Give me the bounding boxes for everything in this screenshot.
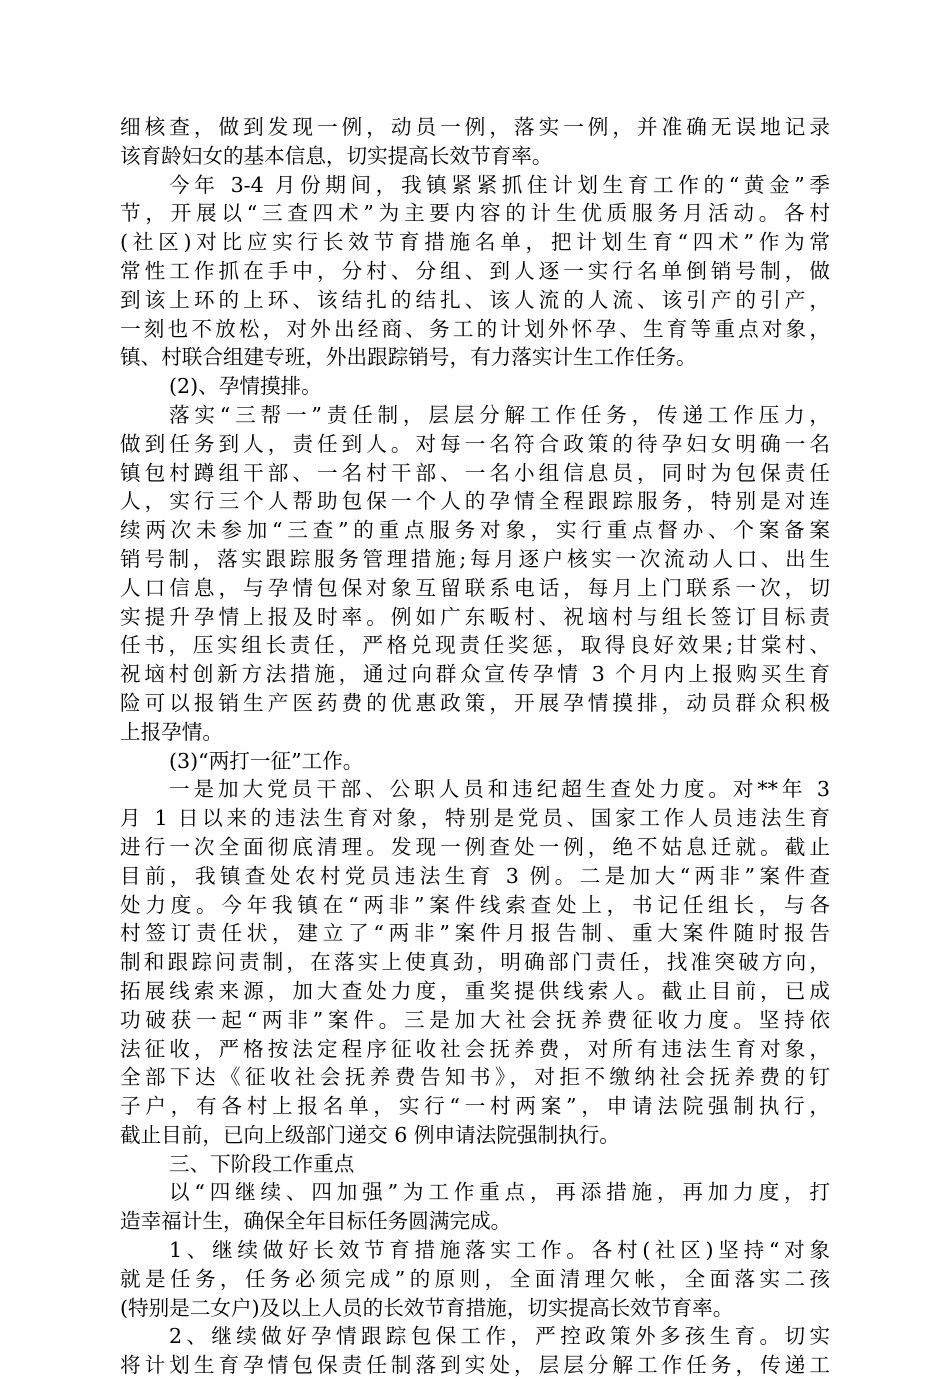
text-line: 一刻也不放松，对外出经商、务工的计划外怀孕、生育等重点对象，: [120, 316, 830, 341]
paragraph: [120, 1236, 830, 1322]
text-line: 险可以报销生产医药费的优惠政策，开展孕情摸排，动员群众积极: [120, 690, 830, 715]
text-line: 节，开展以“三查四术”为主要内容的计生优质服务月活动。各村: [120, 201, 830, 226]
text-line: 今年 3-4 月份期间，我镇紧紧抓住计划生育工作的“黄金”季: [169, 172, 830, 197]
paragraph: [120, 171, 830, 373]
text-line: 销号制，落实跟踪服务管理措施;每月逐户核实一次流动人口、出生: [120, 546, 830, 571]
text-line: 1、继续做好长效节育措施落实工作。各村(社区)坚持“对象: [169, 1238, 830, 1263]
paragraph: [120, 747, 830, 776]
text-line: 目前，我镇查处农村党员违法生育 3 例。二是加大“两非”案件查: [120, 863, 830, 888]
text-line: (特别是二女户)及以上人员的长效节育措施，切实提高长效节育率。: [120, 1295, 734, 1320]
paragraph: [120, 1322, 830, 1380]
text-line: 任书，压实组长责任，严格兑现责任奖惩，取得良好效果;甘棠村、: [120, 633, 830, 658]
paragraph: [120, 401, 830, 747]
text-line: 村签订责任状，建立了“两非”案件月报告制、重大案件随时报告: [120, 921, 830, 946]
text-line: 细核查，做到发现一例，动员一例，落实一例，并准确无误地记录: [120, 115, 830, 139]
text-line: 常性工作抓在手中，分村、分组、到人逐一实行名单倒销号制，做: [120, 258, 830, 283]
paragraph: [120, 372, 830, 401]
text-line: 实提升孕情上报及时率。例如广东畈村、祝垴村与组长签订目标责: [120, 604, 830, 629]
paragraph: [120, 775, 830, 1149]
text-line: 制和跟踪问责制，在落实上使真劲，明确部门责任，找准突破方向，: [120, 950, 830, 975]
text-line: 落实“三帮一”责任制，层层分解工作任务，传递工作压力，: [169, 402, 830, 427]
text-line: 人，实行三个人帮助包保一个人的孕情全程跟踪服务，特别是对连: [120, 489, 830, 514]
text-line: 截止目前，已向上级部门递交 6 例申请法院强制执行。: [120, 1122, 620, 1147]
text-line: 以“四继续、四加强”为工作重点，再添措施，再加力度，打: [169, 1180, 830, 1205]
text-line: 祝垴村创新方法措施，通过向群众宣传孕情 3 个月内上报购买生育: [120, 662, 830, 687]
paragraph: [120, 1150, 830, 1179]
text-line: 人口信息，与孕情包保对象互留联系电话，每月上门联系一次，切: [120, 575, 830, 600]
text-line: 全部下达《征收社会抚养费告知书》，对拒不缴纳社会抚养费的钉: [120, 1065, 830, 1090]
paragraph: [120, 113, 830, 171]
text-line: 做到任务到人，责任到人。对每一名符合政策的待孕妇女明确一名: [120, 431, 830, 456]
text-line: 造幸福计生，确保全年目标任务圆满完成。: [120, 1209, 512, 1234]
text-line: (社区)对比应实行长效节育措施名单，把计划生育“四术”作为常: [120, 230, 830, 255]
text-line: (3)“两打一征”工作。: [169, 748, 364, 773]
text-line: 拓展线索来源，加大查处力度，重奖提供线索人。截止目前，已成: [120, 978, 830, 1003]
text-line: 镇包村蹲组干部、一名村干部、一名小组信息员，同时为包保责任: [120, 460, 830, 485]
paragraph: [120, 1178, 830, 1236]
text-line: 该育龄妇女的基本信息，切实提高长效节育率。: [120, 143, 553, 168]
text-line: 2、继续做好孕情跟踪包保工作，严控政策外多孩生育。切实: [169, 1324, 830, 1349]
text-line: 法征收，严格按法定程序征收社会抚养费，对所有违法生育对象，: [120, 1036, 830, 1061]
text-line: 一是加大党员干部、公职人员和违纪超生查处力度。对**年 3: [169, 777, 830, 802]
text-line: 处力度。今年我镇在“两非”案件线索查处上，书记任组长，与各: [120, 892, 830, 917]
document-page: [120, 113, 830, 1380]
text-line: 进行一次全面彻底清理。发现一例查处一例，绝不姑息迁就。截止: [120, 834, 830, 859]
text-line: 子户，有各村上报名单，实行“一村两案”，申请法院强制执行，: [120, 1094, 830, 1119]
text-line: 三、下阶段工作重点: [169, 1151, 355, 1176]
text-line: 续两次未参加“三查”的重点服务对象，实行重点督办、个案备案: [120, 518, 830, 543]
text-line: 就是任务，任务必须完成”的原则，全面清理欠帐，全面落实二孩: [120, 1266, 830, 1291]
text-line: (2)、孕情摸排。: [169, 374, 322, 399]
text-line: 镇、村联合组建专班，外出跟踪销号，有力落实计生工作任务。: [120, 345, 697, 370]
text-line: 功破获一起“两非”案件。三是加大社会抚养费征收力度。坚持依: [120, 1007, 830, 1032]
text-line: 将计划生育孕情包保责任制落到实处，层层分解工作任务，传递工: [120, 1353, 830, 1378]
text-line: 到该上环的上环、该结扎的结扎、该人流的人流、该引产的引产，: [120, 287, 830, 312]
text-line: 上报孕情。: [120, 719, 223, 744]
text-line: 月 1 日以来的违法生育对象，特别是党员、国家工作人员违法生育: [120, 806, 830, 831]
